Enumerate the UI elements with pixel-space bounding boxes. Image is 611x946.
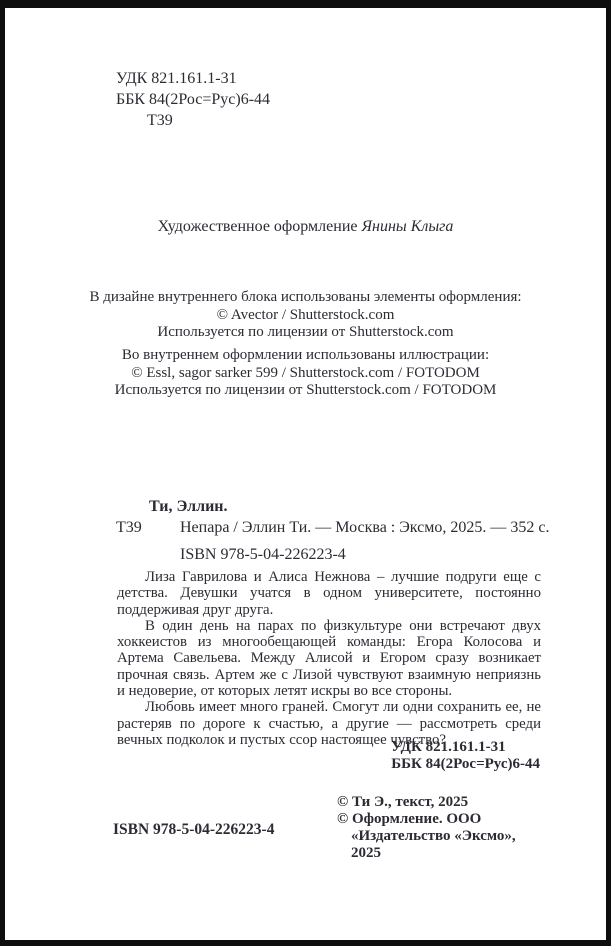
art-design-credit — [5, 218, 606, 236]
copyright-design: © Оформление. ООО «Издательство «Эксмо», 2025 — [337, 811, 516, 861]
catalog-isbn: ISBN 978-5-04-226223-4 — [180, 546, 346, 563]
udk-code-bottom: УДК 821.161.1-31 — [391, 739, 506, 755]
bbk-code: ББК 84(2Рос=Рус)6-44 — [116, 91, 271, 108]
catalog-card — [116, 497, 551, 565]
annotation-paragraph: В один день на парах по физкультуре они встречают двух хоккеистов из многообещающей команды: Егора Колосова и Артема Савельева. Между Алисой и Егором сразу возникает прочная связь. Артем же с Лизой чувствуют взаимную неприязнь и недоверие, от которых летят искры во все стороны. — [117, 617, 541, 700]
design-elements-credit — [5, 289, 606, 342]
udk-code: УДК 821.161.1-31 — [116, 70, 237, 87]
art-credit-label: Художественное оформление — [157, 218, 362, 235]
catalog-entry-line — [116, 518, 551, 538]
illustration-credit-line: Во внутреннем оформлении использованы иллюстрации: — [121, 347, 490, 363]
illustration-credit — [5, 347, 606, 400]
catalog-author: Ти, Эллин. — [149, 498, 228, 515]
design-credit-line: Используется по лицензии от Shutterstock.com — [157, 324, 454, 340]
isbn-bottom: ISBN 978-5-04-226223-4 — [113, 821, 275, 838]
copyright-block — [337, 794, 549, 862]
bbk-code-bottom: ББК 84(2Рос=Рус)6-44 — [391, 755, 540, 772]
copyright-text: © Ти Э., текст, 2025 — [337, 794, 469, 810]
art-credit-name: Янины Клыга — [361, 218, 454, 235]
design-credit-line: © Avector / Shutterstock.com — [216, 306, 395, 323]
annotation-paragraph: Любовь имеет много граней. Смогут ли одни сохранить ее, не растеряв по дороге к счастью, а другие — рассмотреть среди вечных подколок и пустых ссор настоящее чувство? — [117, 699, 541, 748]
illustration-credit-line: Используется по лицензии от Shutterstock.com / FOTODOM — [114, 382, 497, 398]
illustration-credit-line: © Essl, sagor sarker 599 / Shutterstock.com / FOTODOM — [131, 364, 480, 381]
catalog-author-sign: Т39 — [116, 519, 142, 536]
catalog-entry: Непара / Эллин Ти. — Москва : Эксмо, 2025. — 352 с. — [180, 519, 550, 536]
bottom-catalog-codes — [391, 739, 540, 772]
annotation-paragraph: Лиза Гаврилова и Алиса Нежнова – лучшие подруги еще с детства. Девушки учатся в одном университете, постоянно поддерживая друг друга. — [117, 569, 541, 618]
design-credit-line: В дизайне внутреннего блока использованы элементы оформления: — [89, 289, 522, 305]
annotation-block — [117, 569, 541, 748]
book-imprint-page — [5, 8, 606, 940]
author-sign-code: Т39 — [147, 112, 173, 129]
top-catalog-codes — [116, 68, 270, 131]
